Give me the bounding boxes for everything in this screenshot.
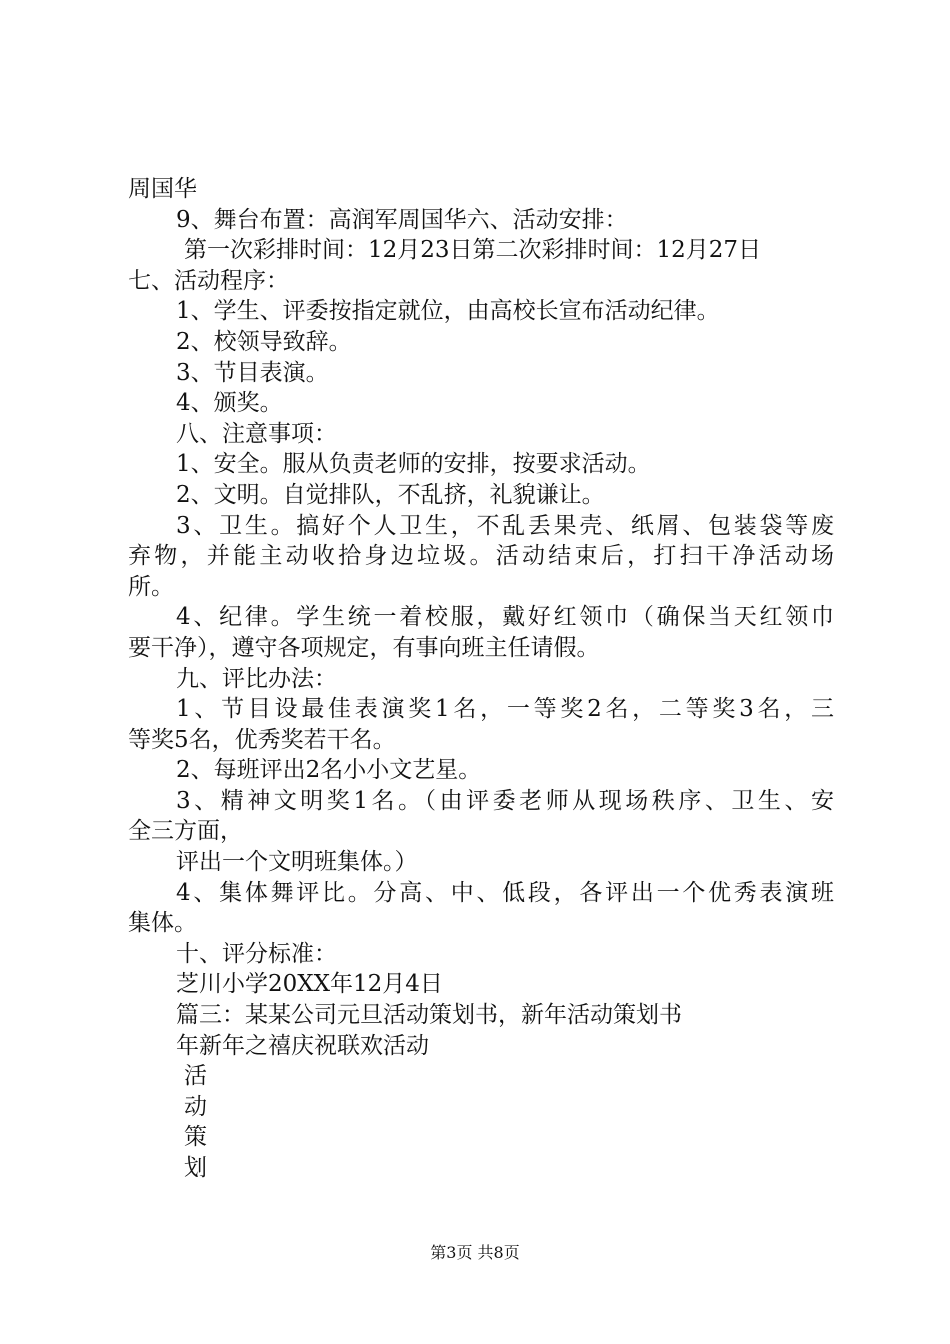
text-line: 策: [184, 1124, 207, 1151]
signature-line: 芝川小学20XX年12月4日: [176, 971, 443, 998]
document-body: [128, 174, 834, 1184]
section-heading: 九、评比办法：: [176, 665, 337, 692]
section-heading: 七、活动程序：: [128, 267, 289, 294]
text-line: 4、集体舞评比。分高、中、低段，各评出一个优秀表演班: [176, 879, 834, 906]
text-line: 划: [184, 1155, 207, 1181]
text-line: 动: [184, 1093, 207, 1120]
text-line: 2、文明。自觉排队，不乱挤，礼貌谦让。: [176, 481, 605, 508]
text-line: 1、节目设最佳表演奖1名，一等奖2名，二等奖3名，三: [176, 696, 834, 723]
section-heading: 八、注意事项：: [176, 420, 337, 447]
text-line: 全三方面，: [128, 818, 243, 845]
text-line: 1、安全。服从负责老师的安排，按要求活动。: [176, 451, 651, 478]
text-line: 集体。: [128, 910, 197, 937]
text-line: 4、颁奖。: [176, 390, 283, 417]
text-line: 3、卫生。搞好个人卫生，不乱丢果壳、纸屑、包装袋等废: [176, 512, 834, 539]
text-line: 等奖5名，优秀奖若干名。: [128, 726, 396, 753]
text-line: 篇三：某某公司元旦活动策划书，新年活动策划书: [176, 1002, 682, 1029]
text-line: 周国华: [128, 176, 197, 202]
text-line: 弃物，并能主动收拾身边垃圾。活动结束后，打扫干净活动场: [128, 543, 834, 570]
text-line: 3、节目表演。: [176, 359, 329, 386]
text-line: 第一次彩排时间：12月23日第二次彩排时间：12月27日: [184, 237, 762, 264]
text-line: 3、精神文明奖1名。（由评委老师从现场秩序、卫生、安: [176, 787, 834, 814]
text-line: 4、纪律。学生统一着校服，戴好红领巾（确保当天红领巾: [176, 604, 834, 631]
text-line: 2、每班评出2名小小文艺星。: [176, 757, 482, 784]
text-line: 9、舞台布置：高润军周国华六、活动安排：: [176, 206, 628, 233]
text-line: 2、校领导致辞。: [176, 328, 352, 355]
page-footer: 第3页 共8页: [430, 1243, 520, 1262]
text-line: 要干净），遵守各项规定，有事向班主任请假。: [128, 634, 600, 661]
section-heading: 十、评分标准：: [176, 940, 337, 967]
text-line: 所。: [128, 573, 174, 600]
text-line: 1、学生、评委按指定就位，由高校长宣布活动纪律。: [176, 298, 720, 325]
text-line: 评出一个文明班集体。）: [176, 849, 418, 876]
text-line: 活: [184, 1063, 207, 1090]
text-line: 年新年之禧庆祝联欢活动: [176, 1032, 429, 1059]
